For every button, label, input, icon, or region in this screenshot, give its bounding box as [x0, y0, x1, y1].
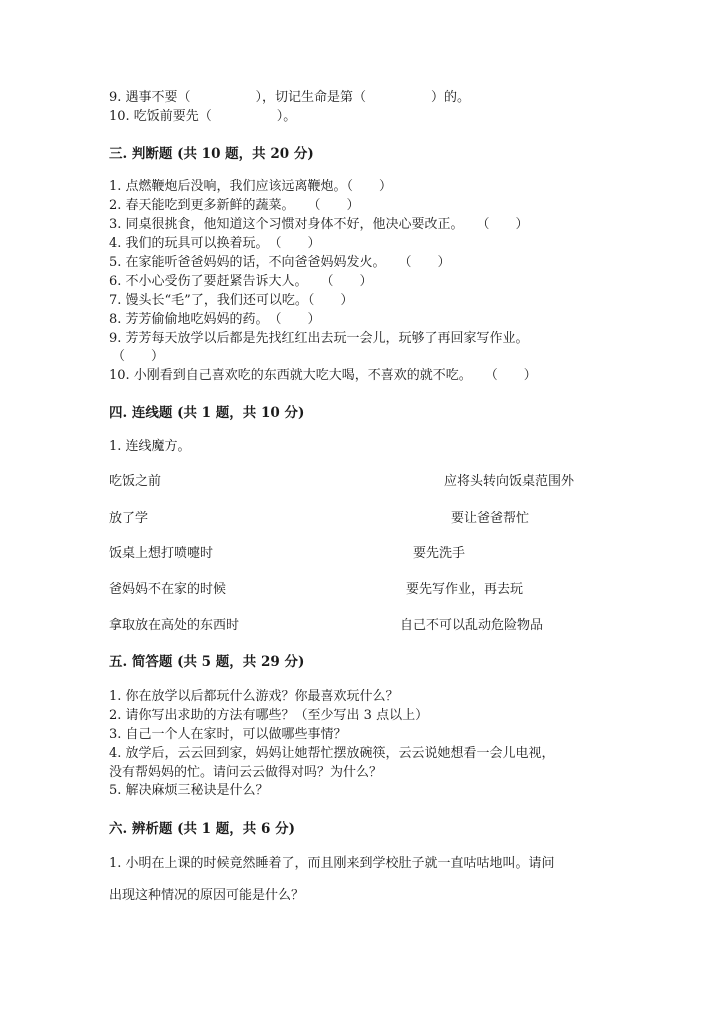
short-answer-2: 2. 请你写出求助的方法有哪些？（至少写出 3 点以上） — [109, 708, 429, 723]
match-left-1: 吃饭之前 — [109, 474, 162, 489]
short-answer-4-cont: 没有帮妈妈的忙。请问云云做得对吗？为什么？ — [109, 765, 383, 780]
section6-title: 六. 辨析题 (共 1 题，共 6 分) — [109, 821, 295, 837]
short-answer-1: 1. 你在放学以后都玩什么游戏？你最喜欢玩什么？ — [109, 689, 399, 704]
fill-blank-9: 9. 遇事不要（ ），切记生命是第（ ）的。 — [109, 90, 471, 105]
judge-item-2: 2. 春天能吃到更多新鲜的蔬菜。 （ ） — [109, 198, 360, 213]
fill-blank-10: 10. 吃饭前要先（ ）。 — [109, 109, 297, 124]
judge-item-3: 3. 同桌很挑食，他知道这个习惯对身体不好，他决心要改正。 （ ） — [109, 217, 529, 232]
section4-title: 四. 连线题 (共 1 题，共 10 分) — [109, 405, 305, 421]
judge-item-4: 4. 我们的玩具可以换着玩。 （ ） — [109, 236, 321, 251]
match-question: 1. 连线魔方。 — [109, 439, 191, 454]
judge-item-1: 1. 点燃鞭炮后没响，我们应该远离鞭炮。（ ） — [109, 179, 393, 194]
match-left-4: 爸妈妈不在家的时候 — [109, 582, 227, 597]
match-right-4: 要先写作业，再去玩 — [406, 582, 524, 597]
match-left-5: 拿取放在高处的东西时 — [109, 618, 240, 633]
match-right-2: 要让爸爸帮忙 — [451, 511, 530, 526]
match-right-3: 要先洗手 — [413, 546, 466, 561]
analysis-line-2: 出现这种情况的原因可能是什么？ — [109, 888, 305, 903]
match-left-2: 放了学 — [109, 511, 149, 526]
section5-title: 五. 简答题 (共 5 题，共 29 分) — [109, 654, 305, 670]
short-answer-4: 4. 放学后，云云回到家，妈妈让她帮忙摆放碗筷，云云说她想看一会儿电视， — [109, 746, 555, 761]
match-right-5: 自己不可以乱动危险物品 — [400, 618, 544, 633]
judge-item-9: 9. 芳芳每天放学以后都是先找红红出去玩一会儿，玩够了再回家写作业。 — [109, 331, 529, 346]
judge-item-5: 5. 在家能听爸爸妈妈的话，不向爸爸妈妈发火。 （ ） — [109, 255, 451, 270]
judge-item-9-bracket: （ ） — [112, 349, 165, 364]
judge-item-7: 7. 馒头长“毛”了，我们还可以吃。（ ） — [109, 293, 354, 308]
judge-item-8: 8. 芳芳偷偷地吃妈妈的药。 （ ） — [109, 312, 321, 327]
match-right-1: 应将头转向饭桌范围外 — [444, 474, 575, 489]
short-answer-5: 5. 解决麻烦三秘诀是什么？ — [109, 783, 269, 798]
judge-item-10: 10. 小刚看到自己喜欢吃的东西就大吃大喝，不喜欢的就不吃。 （ ） — [109, 368, 537, 383]
short-answer-3: 3. 自己一个人在家时，可以做哪些事情？ — [109, 727, 347, 742]
analysis-line-1: 1. 小明在上课的时候竟然睡着了，而且刚来到学校肚子就一直咕咕地叫。请问 — [109, 856, 555, 871]
judge-item-6: 6. 不小心受伤了要赶紧告诉大人。 （ ） — [109, 274, 373, 289]
section3-title: 三. 判断题 (共 10 题，共 20 分) — [109, 146, 314, 162]
match-left-3: 饭桌上想打喷嚏时 — [109, 546, 214, 561]
